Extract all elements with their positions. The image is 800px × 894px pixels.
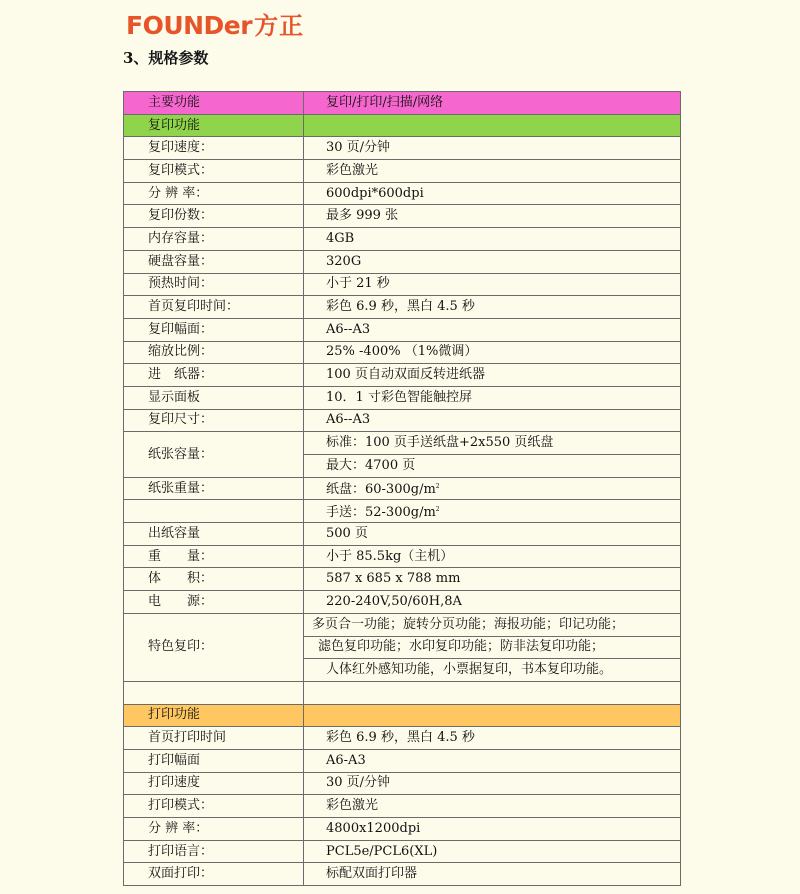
founder-logo [126,11,304,41]
paper-capacity-label: 纸张容量： [124,432,304,477]
table-row [124,137,681,160]
table-row [124,545,681,568]
row-label: 首页打印时间 [124,727,304,750]
logo-chinese: 方正 [254,12,305,40]
row-value: 小于 21 秒 [304,273,681,296]
paper-weight-line1: 纸盘：$60-300g/m^2$ [304,477,681,500]
table-row [124,591,681,614]
row-value: 彩色激光 [304,160,681,183]
row-label: 打印幅面 [124,749,304,772]
paper-capacity-line2: 最大：4700 页 [304,455,681,478]
table-row [124,250,681,273]
row-value: 10．1 寸彩色智能触控屏 [304,386,681,409]
row-label: 电 源： [124,591,304,614]
spec-table [123,91,681,886]
row-label: 复印模式： [124,160,304,183]
table-row [124,500,681,523]
copy-section-row [124,114,681,137]
row-value: 25% -400% （1%微调） [304,341,681,364]
row-label: 出纸容量 [124,523,304,546]
paper-weight-label: 纸张重量： [124,477,304,500]
copy-section-title: 复印功能 [124,114,304,137]
row-label: 重 量： [124,545,304,568]
row-label: 体 积： [124,568,304,591]
table-row [124,160,681,183]
empty-cell [304,681,681,704]
copy-rows [124,137,681,432]
row-label: 复印速度： [124,137,304,160]
row-label: 首页复印时间： [124,296,304,319]
table-row [124,772,681,795]
spacer-row [124,681,681,704]
row-label: 进 纸器： [124,364,304,387]
table-row [124,477,681,500]
row-value: 彩色 6.9 秒，黑白 4.5 秒 [304,296,681,319]
section-heading: 3、规格参数 [123,49,209,67]
table-row [124,727,681,750]
row-label: 复印尺寸： [124,409,304,432]
table-row [124,318,681,341]
row-value: 220-240V,50/60H,8A [304,591,681,614]
row-value: A6--A3 [304,409,681,432]
row-label: 硬盘容量： [124,250,304,273]
table-row [124,386,681,409]
row-label: 打印速度 [124,772,304,795]
print-section-row [124,704,681,727]
empty-cell [304,704,681,727]
features-line1: 多页合一功能；旋转分页功能；海报功能；印记功能； [304,613,681,636]
empty-cell [124,681,304,704]
row-label: 复印份数： [124,205,304,228]
row-value: 标配双面打印器 [304,863,681,886]
empty-cell [304,114,681,137]
row-value: 100 页自动双面反转进纸器 [304,364,681,387]
table-row [124,182,681,205]
table-row [124,523,681,546]
table-row [124,364,681,387]
table-row [124,432,681,455]
features-line2: 滤色复印功能；水印复印功能；防非法复印功能； [304,636,681,659]
row-value: 587 x 685 x 788 mm [304,568,681,591]
row-value: PCL5e/PCL6(XL) [304,840,681,863]
row-value: 320G [304,250,681,273]
row-label: 缩放比例： [124,341,304,364]
empty-cell [124,500,304,523]
copy-rows-2 [124,523,681,614]
table-row [124,795,681,818]
row-label: 分 辨 率： [124,818,304,841]
row-value: 4800x1200dpi [304,818,681,841]
table-row [124,840,681,863]
row-label: 打印语言： [124,840,304,863]
table-row [124,341,681,364]
features-line3: 人体红外感知功能，小票据复印，书本复印功能。 [304,659,681,682]
table-row [124,818,681,841]
row-value: 4GB [304,228,681,251]
paper-capacity-line1: 标准：100 页手送纸盘+2x550 页纸盘 [304,432,681,455]
row-label: 显示面板 [124,386,304,409]
paper-weight-line2: 手送：$52-300g/m^2$ [304,500,681,523]
table-row [124,273,681,296]
features-label: 特色复印： [124,613,304,681]
row-value: 30 页/分钟 [304,137,681,160]
row-value: 彩色 6.9 秒，黑白 4.5 秒 [304,727,681,750]
row-value: A6--A3 [304,318,681,341]
table-row [124,749,681,772]
row-value: 30 页/分钟 [304,772,681,795]
row-value: A6-A3 [304,749,681,772]
row-value: 最多 999 张 [304,205,681,228]
row-label: 双面打印： [124,863,304,886]
print-rows [124,727,681,886]
table-row [124,863,681,886]
row-value: 彩色激光 [304,795,681,818]
table-row [124,409,681,432]
row-value: 600dpi*600dpi [304,182,681,205]
header-label: 主要功能 [124,92,304,115]
table-row [124,228,681,251]
table-row [124,613,681,636]
row-label: 内存容量： [124,228,304,251]
table-row [124,568,681,591]
table-header-row [124,92,681,115]
row-value: 500 页 [304,523,681,546]
row-value: 小于 85.5kg（主机） [304,545,681,568]
row-label: 分 辨 率： [124,182,304,205]
row-label: 预热时间： [124,273,304,296]
header-value: 复印/打印/扫描/网络 [304,92,681,115]
logo-latin: FOUNDer [126,11,253,40]
row-label: 打印模式： [124,795,304,818]
table-row [124,205,681,228]
print-section-title: 打印功能 [124,704,304,727]
table-row [124,296,681,319]
row-label: 复印幅面： [124,318,304,341]
